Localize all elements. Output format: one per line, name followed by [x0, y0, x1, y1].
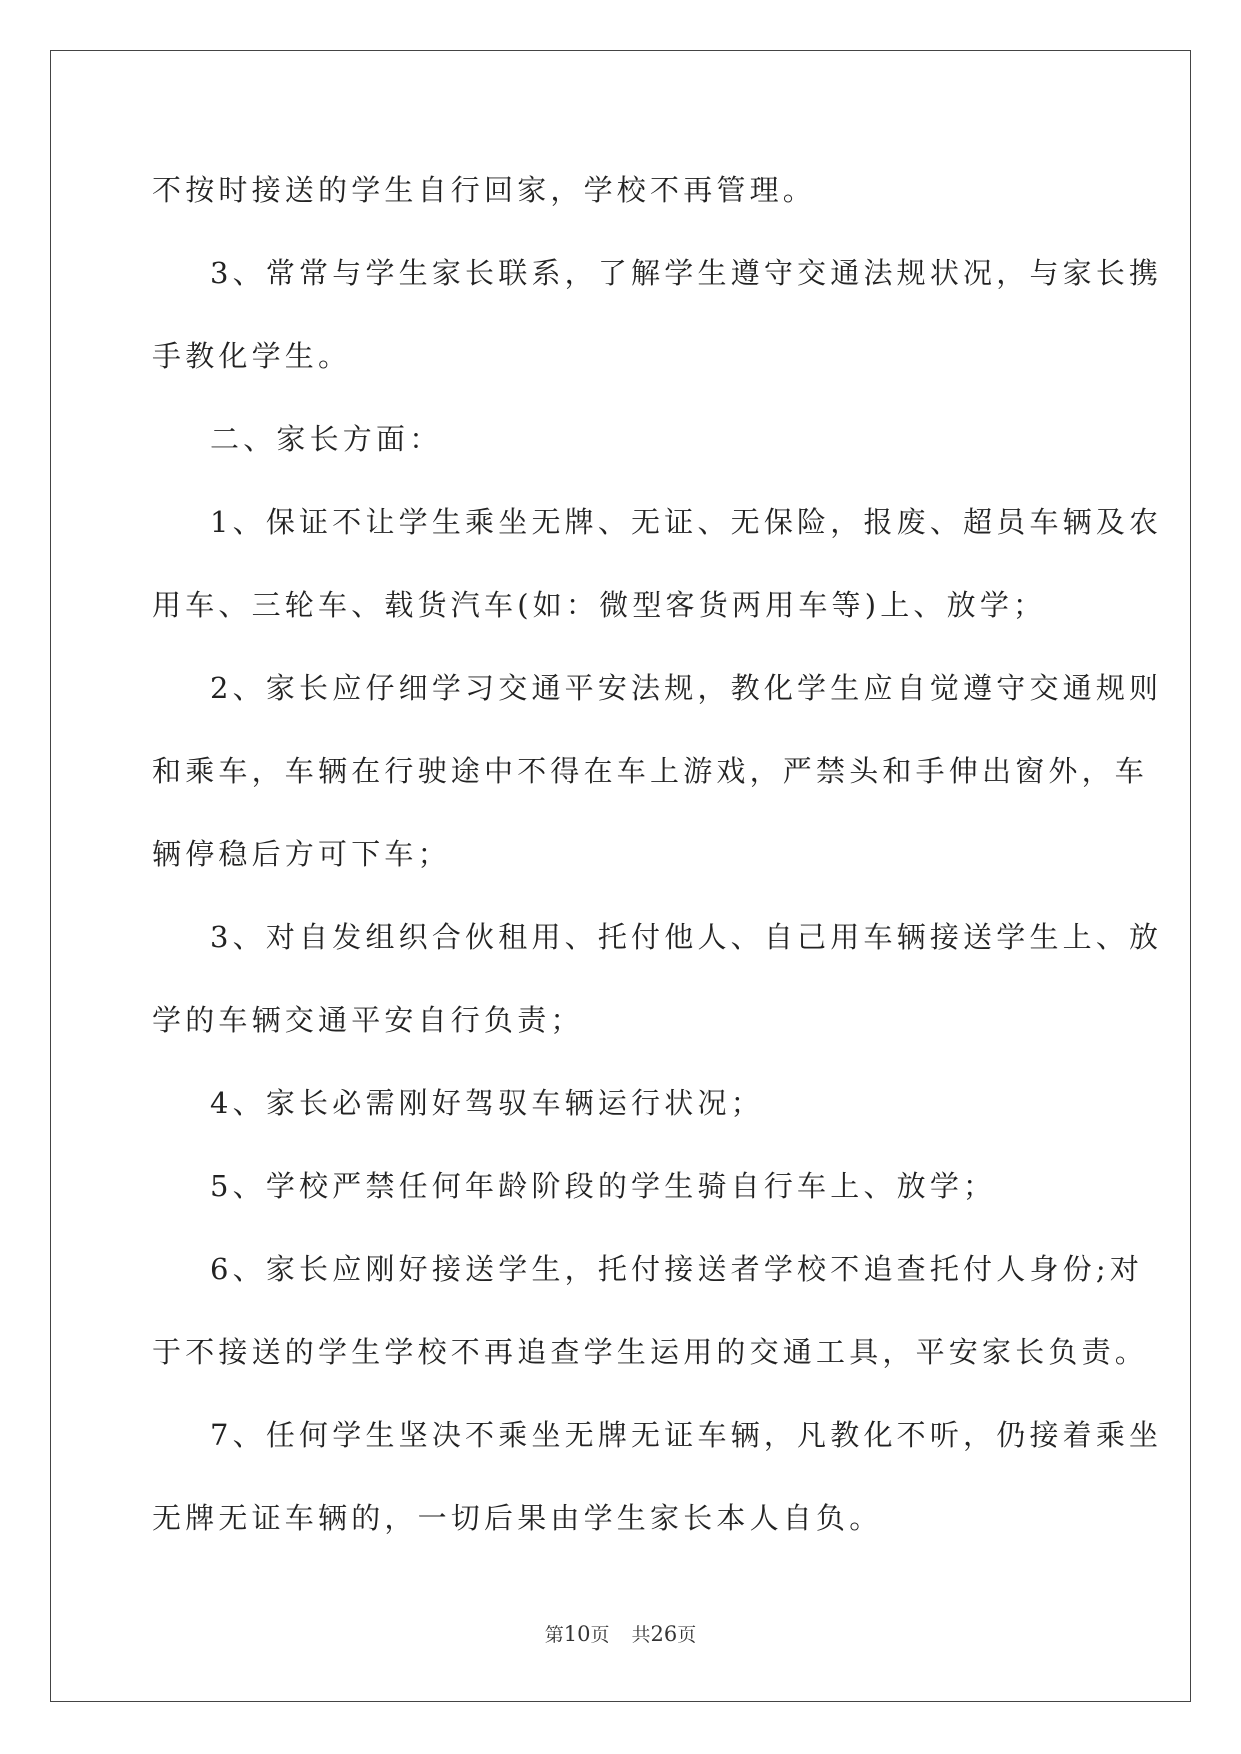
paragraph-line: 辆停稳后方可下车； — [152, 837, 451, 871]
paragraph-line: 5、学校严禁任何年龄阶段的学生骑自行车上、放学； — [210, 1169, 997, 1203]
total-page-number: 26 — [650, 1622, 678, 1646]
paragraph-line: 无牌无证车辆的，一切后果由学生家长本人自负。 — [152, 1501, 883, 1535]
paragraph-line: 于不接送的学生学校不再追查学生运用的交通工具，平安家长负责。 — [152, 1335, 1149, 1369]
current-page-number: 10 — [563, 1622, 591, 1646]
page-footer — [0, 1622, 1241, 1647]
page-border — [50, 50, 1191, 1702]
paragraph-line: 不按时接送的学生自行回家，学校不再管理。 — [152, 173, 817, 207]
paragraph-line: 4、家长必需刚好驾驭车辆运行状况； — [210, 1086, 764, 1120]
paragraph-line: 7、任何学生坚决不乘坐无牌无证车辆，凡教化不听，仍接着乘坐 — [210, 1418, 1163, 1452]
paragraph-line: 用车、三轮车、载货汽车(如：微型客货两用车等)上、放学； — [152, 588, 1047, 622]
paragraph-line: 2、家长应仔细学习交通平安法规，教化学生应自觉遵守交通规则 — [210, 671, 1163, 705]
paragraph-line: 手教化学生。 — [152, 339, 352, 373]
total-prefix: 共 — [631, 1624, 651, 1646]
total-suffix: 页 — [677, 1624, 697, 1646]
paragraph-line: 3、对自发组织合伙租用、托付他人、自己用车辆接送学生上、放 — [210, 920, 1163, 954]
paragraph-line: 和乘车，车辆在行驶途中不得在车上游戏，严禁头和手伸出窗外，车 — [152, 754, 1149, 788]
paragraph-line: 6、家长应刚好接送学生，托付接送者学校不追查托付人身份;对 — [210, 1252, 1144, 1286]
page-prefix: 第 — [544, 1624, 564, 1646]
section-heading: 二、家长方面： — [210, 422, 443, 456]
paragraph-line: 学的车辆交通平安自行负责； — [152, 1003, 584, 1037]
page-suffix: 页 — [590, 1624, 610, 1646]
paragraph-line: 3、常常与学生家长联系，了解学生遵守交通法规状况，与家长携 — [210, 256, 1163, 290]
paragraph-line: 1、保证不让学生乘坐无牌、无证、无保险，报废、超员车辆及农 — [210, 505, 1163, 539]
